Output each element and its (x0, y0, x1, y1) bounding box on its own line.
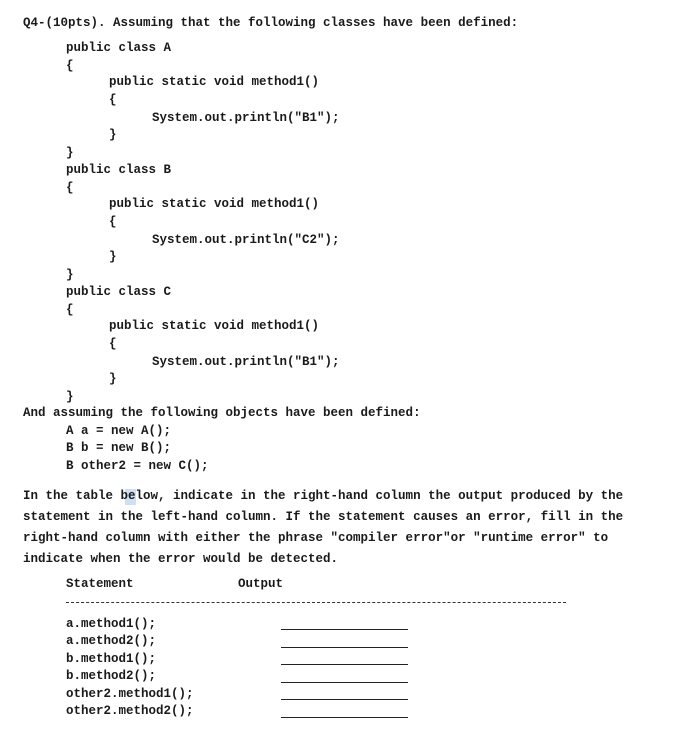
table-row-statement: b.method2(); (66, 669, 157, 683)
class-b-close-brace: } (66, 268, 74, 282)
class-c-method-body: System.out.println("B1"); (152, 355, 340, 369)
table-row-statement: a.method2(); (66, 634, 157, 648)
class-b-method-body: System.out.println("C2"); (152, 233, 340, 247)
class-a-method-signature: public static void method1() (109, 75, 320, 89)
question-header: Q4-(10pts). Assuming that the following classes have been defined: (23, 16, 519, 30)
class-a-method-body: System.out.println("B1"); (152, 111, 340, 125)
object-declaration-b: B b = new B(); (66, 441, 172, 455)
output-blank[interactable] (281, 647, 408, 648)
class-c-close-brace: } (66, 390, 74, 404)
objects-intro: And assuming the following objects have been defined: (23, 406, 421, 420)
class-c-method-close-brace: } (109, 372, 117, 386)
output-blank[interactable] (281, 717, 408, 718)
table-header-statement: Statement (66, 577, 134, 591)
instruction-line-1: In the table below, indicate in the right-hand column the output produced by the (23, 489, 624, 503)
class-b-method-open-brace: { (109, 215, 117, 229)
class-a-open-brace: { (66, 59, 74, 73)
table-divider (66, 602, 566, 603)
class-c-method-signature: public static void method1() (109, 319, 320, 333)
table-row-statement: other2.method2(); (66, 704, 194, 718)
table-row-statement: other2.method1(); (66, 687, 194, 701)
instruction-line-4: indicate when the error would be detected. (23, 552, 339, 566)
class-c-open-brace: { (66, 303, 74, 317)
class-a-method-open-brace: { (109, 93, 117, 107)
class-b-open-brace: { (66, 181, 74, 195)
output-blank[interactable] (281, 699, 408, 700)
class-b-method-signature: public static void method1() (109, 197, 320, 211)
table-header-output: Output (238, 577, 284, 591)
instruction-line-3: right-hand column with either the phrase "compiler error"or "runtime error" to (23, 531, 609, 545)
output-blank[interactable] (281, 682, 408, 683)
object-declaration-a: A a = new A(); (66, 424, 172, 438)
class-b-declaration: public class B (66, 163, 172, 177)
table-row-statement: a.method1(); (66, 617, 157, 631)
object-declaration-other2: B other2 = new C(); (66, 459, 209, 473)
instruction-line-2: statement in the left-hand column. If the statement causes an error, fill in the (23, 510, 624, 524)
output-blank[interactable] (281, 664, 408, 665)
output-blank[interactable] (281, 629, 408, 630)
class-a-method-close-brace: } (109, 128, 117, 142)
class-a-declaration: public class A (66, 41, 172, 55)
class-a-close-brace: } (66, 146, 74, 160)
class-c-declaration: public class C (66, 285, 172, 299)
class-c-method-open-brace: { (109, 337, 117, 351)
class-b-method-close-brace: } (109, 250, 117, 264)
table-row-statement: b.method1(); (66, 652, 157, 666)
